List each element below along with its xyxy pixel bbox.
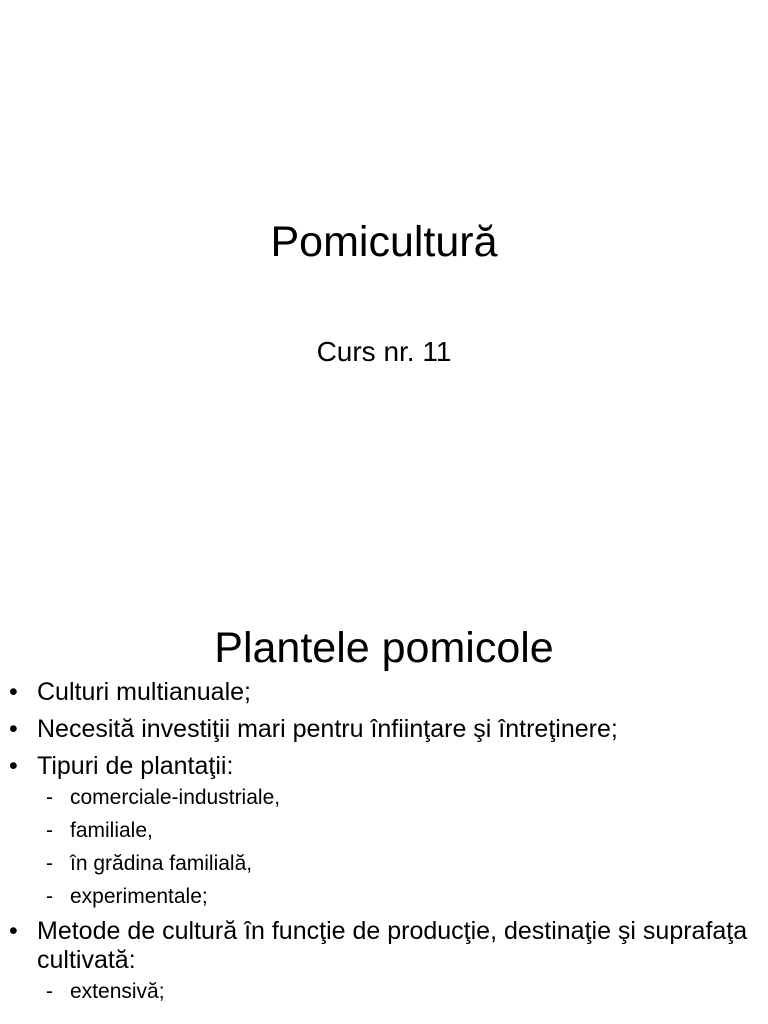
sub-text: familiale, [70, 819, 153, 842]
sub-marker: - [46, 819, 53, 842]
bullet-item [0, 752, 768, 781]
sub-item [0, 884, 768, 909]
bullet-text: Culturi multianuale; [37, 678, 251, 706]
sub-text: experimentale; [70, 885, 208, 908]
bullet-item [0, 715, 768, 744]
bullet-marker: • [9, 917, 18, 945]
sub-marker: - [46, 980, 53, 1003]
slide-1-title: Pomicultură [270, 218, 498, 266]
sub-text: în grădina familială, [70, 852, 253, 875]
sub-item [0, 851, 768, 876]
sub-marker: - [46, 786, 53, 809]
sub-list [0, 785, 768, 909]
sub-list [0, 979, 768, 1004]
bullet-marker: • [9, 752, 18, 780]
sub-text: comerciale-industriale, [70, 786, 281, 809]
sub-item [0, 979, 768, 1004]
bullet-text: Necesită investiţii mari pentru înfiinţare şi întreţinere; [37, 715, 618, 743]
bullet-text: Metode de cultură în funcţie de producţie, destinaţie şi suprafaţa cultivată: [37, 917, 748, 974]
slide-1-subtitle: Curs nr. 11 [316, 336, 452, 367]
sub-marker: - [46, 885, 53, 908]
bullet-item [0, 917, 768, 975]
bullet-text: Tipuri de plantaţii: [37, 752, 234, 780]
bullet-marker: • [9, 678, 18, 706]
bullet-marker: • [9, 715, 18, 743]
sub-item [0, 785, 768, 810]
sub-marker: - [46, 852, 53, 875]
slide-2 [0, 580, 768, 1024]
slide-2-title: Plantele pomicole [214, 624, 554, 672]
bullet-list [0, 678, 768, 1012]
sub-text: extensivă; [70, 980, 165, 1003]
bullet-item [0, 678, 768, 707]
sub-item [0, 818, 768, 843]
